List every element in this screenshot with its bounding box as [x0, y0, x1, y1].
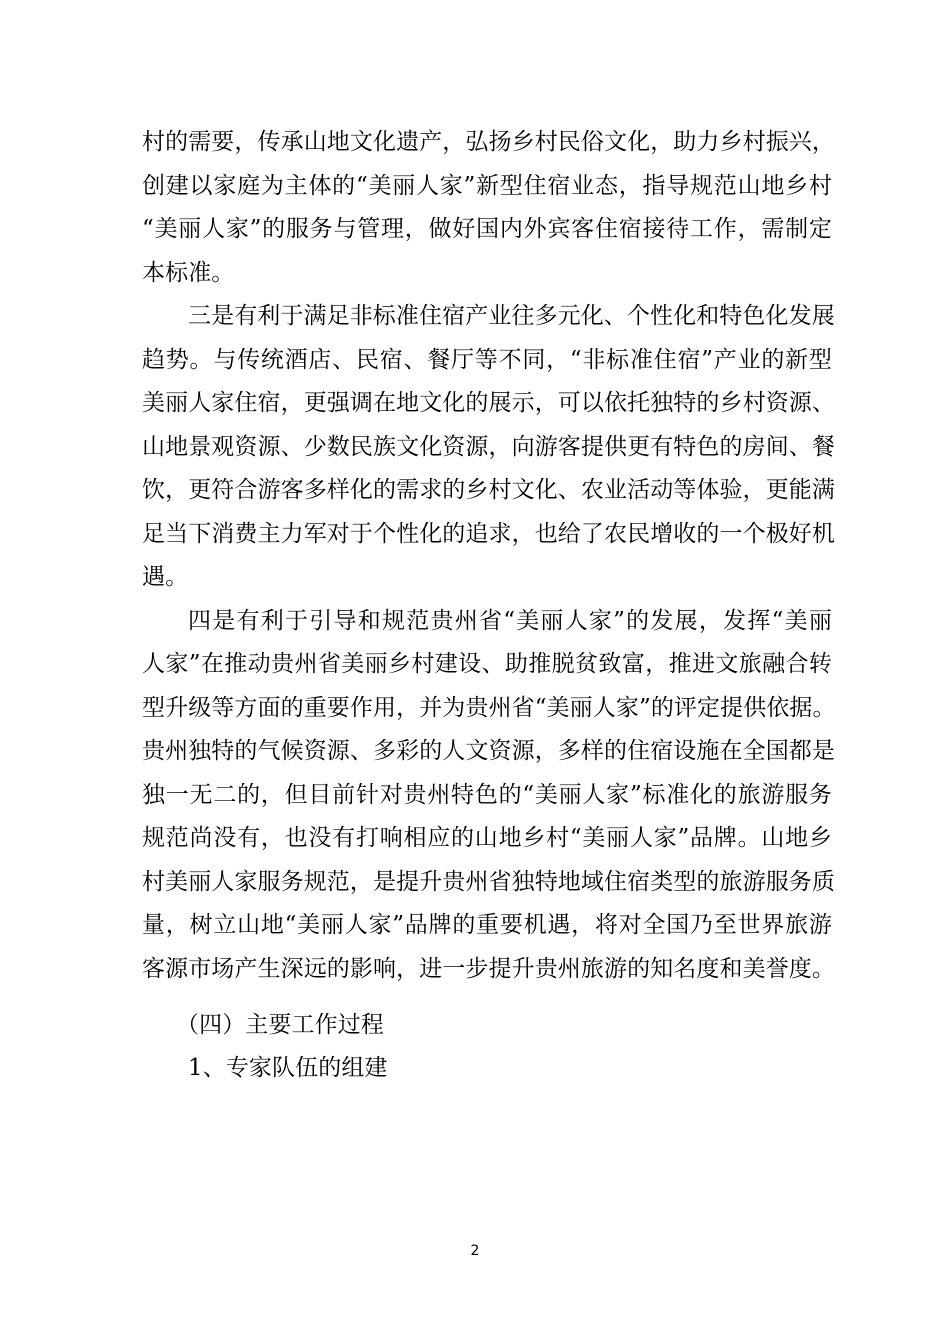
body-text-line: 饮，更符合游客多样化的需求的乡村文化、农业活动等体验，更能满 [142, 477, 835, 503]
body-text-line: 客源市场产生深远的影响，进一步提升贵州旅游的知名度和美誉度。 [142, 956, 835, 982]
body-text-line: 美丽人家住宿，更强调在地文化的展示，可以依托独特的乡村资源、 [142, 390, 835, 416]
section-heading: （四）主要工作过程 [176, 1012, 384, 1038]
body-text-line: 趋势。与传统酒店、民宿、餐厅等不同，“非标准住宿”产业的新型 [142, 347, 832, 373]
page-number: 2 [470, 1243, 480, 1259]
body-text-line: “美丽人家”的服务与管理，做好国内外宾客住宿接待工作，需制定 [142, 216, 832, 242]
body-text-line: 遇。 [142, 564, 189, 590]
subsection-heading: 1、专家队伍的组建 [188, 1055, 388, 1081]
paragraph-first-line: 四是有利于引导和规范贵州省“美丽人家”的发展，发挥“美丽 [188, 608, 832, 634]
body-text-line: 量，树立山地“美丽人家”品牌的重要机遇，将对全国乃至世界旅游 [142, 912, 832, 938]
body-text-line: 足当下消费主力军对于个性化的追求，也给了农民增收的一个极好机 [142, 521, 835, 547]
body-text-line: 规范尚没有，也没有打响相应的山地乡村“美丽人家”品牌。山地乡 [142, 825, 832, 851]
body-text-line: 山地景观资源、少数民族文化资源，向游客提供更有特色的房间、餐 [142, 434, 835, 460]
body-text-line: 村美丽人家服务规范，是提升贵州省独特地域住宿类型的旅游服务质 [142, 869, 835, 895]
body-text-line: 贵州独特的气候资源、多彩的人文资源，多样的住宿设施在全国都是 [142, 738, 835, 764]
body-text-line: 本标准。 [142, 260, 235, 286]
body-text-line: 独一无二的，但目前针对贵州特色的“美丽人家”标准化的旅游服务 [142, 782, 832, 808]
body-text-line: 创建以家庭为主体的“美丽人家”新型住宿业态，指导规范山地乡村 [142, 173, 832, 199]
paragraph-first-line: 三是有利于满足非标准住宿产业往多元化、个性化和特色化发展 [188, 303, 835, 329]
body-text-line: 型升级等方面的重要作用，并为贵州省“美丽人家”的评定提供依据。 [142, 695, 836, 721]
body-text-line: 村的需要，传承山地文化遗产，弘扬乡村民俗文化，助力乡村振兴， [142, 129, 835, 155]
body-text-line: 人家”在推动贵州省美丽乡村建设、助推脱贫致富，推进文旅融合转 [142, 651, 832, 677]
